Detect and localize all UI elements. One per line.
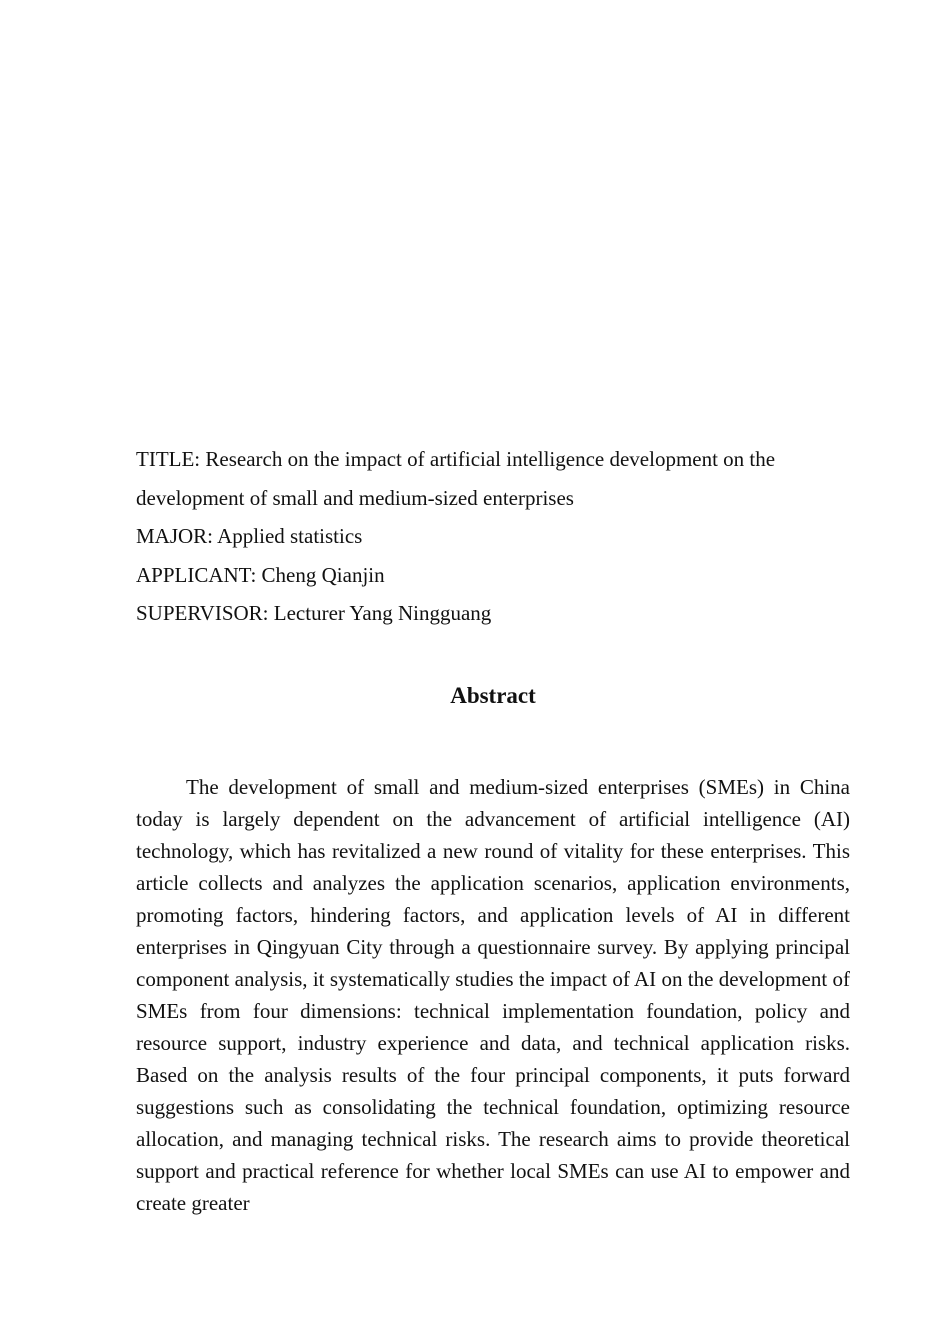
thesis-supervisor: SUPERVISOR: Lecturer Yang Ningguang: [136, 601, 492, 625]
abstract-heading: Abstract: [450, 683, 536, 708]
thesis-title: TITLE: Research on the impact of artificial intelligence development on the development of small and medium-sized enterprises: [136, 447, 776, 510]
thesis-metadata: [136, 440, 850, 633]
abstract-body: The development of small and medium-sized enterprises (SMEs) in China today is largely dependent on the advancement of artificial intelligence (AI) technology, which has revitalized a new round of vitality for these enterprises. This article collects and analyzes the application scenarios, application environments, promoting factors, hindering factors, and application levels of AI in different enterprises in Qingyuan City through a questionnaire survey. By applying principal component analysis, it systematically studies the impact of AI on the development of SMEs from four dimensions: technical implementation foundation, policy and resource support, industry experience and data, and technical application risks. Based on the analysis results of the four principal components, it puts forward suggestions such as consolidating the technical foundation, optimizing resource allocation, and managing technical risks. The research aims to provide theoretical support and practical reference for whether local SMEs can use AI to empower and create greater: [136, 775, 850, 1215]
thesis-major: MAJOR: Applied statistics: [136, 524, 363, 548]
thesis-applicant: APPLICANT: Cheng Qianjin: [136, 562, 385, 587]
